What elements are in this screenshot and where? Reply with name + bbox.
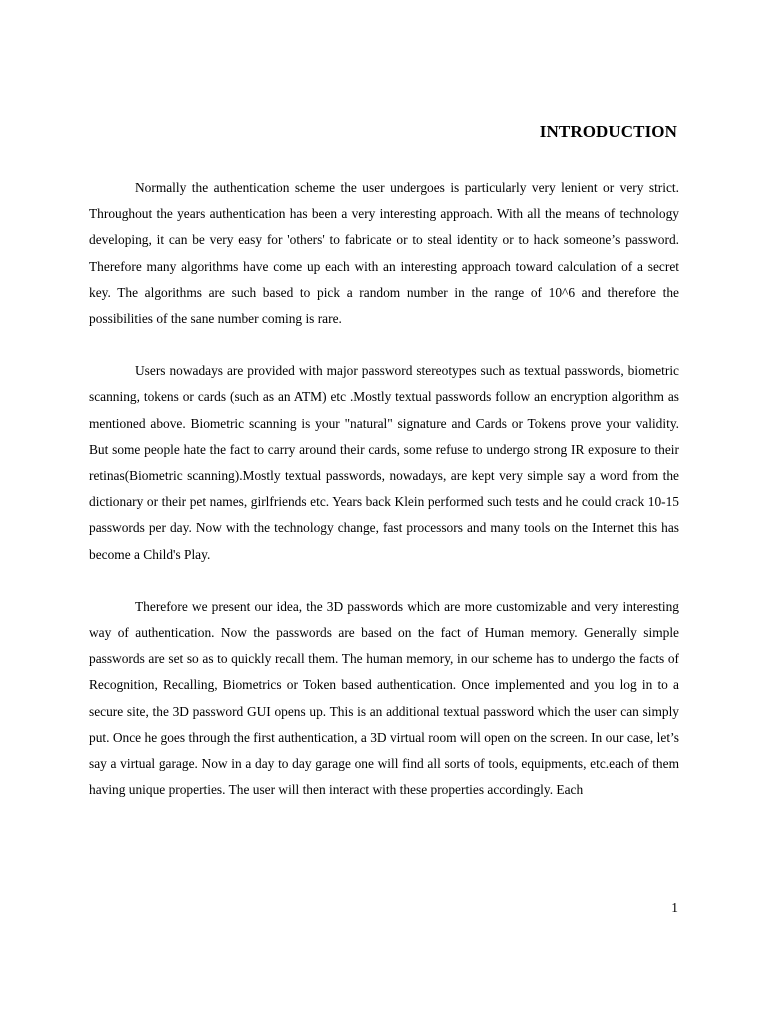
paragraph-2: Users nowadays are provided with major password stereotypes such as textual passwords, biometric scanning, tokens or cards (such as an ATM) etc .Mostly textual passwords follow an encryption algorithm as mentioned above. Biometric scanning is your "natural" signature and Cards or Tokens prove your validity. But some people hate the fact to carry around their cards, some refuse to undergo strong IR exposure to their retinas(Biometric scanning).Mostly textual passwords, nowadays, are kept very simple say a word from the dictionary or their pet names, girlfriends etc. Years back Klein performed such tests and he could crack 10-15 passwords per day. Now with the technology change, fast processors and many tools on the Internet this has become a Child's Play.	[89, 363, 679, 562]
page-number: 1	[671, 900, 678, 915]
section-heading: INTRODUCTION	[539, 122, 677, 141]
paragraph-1: Normally the authentication scheme the user undergoes is particularly very lenient or very strict. Throughout the years authentication has been a very interesting approach. With all the means of technology developing, it can be very easy for 'others' to fabricate or to steal identity or to hack someone’s password. Therefore many algorithms have come up each with an interesting approach toward calculation of a secret key. The algorithms are such based to pick a random number in the range of 10^6 and therefore the possibilities of the sane number coming is rare.	[89, 180, 679, 327]
body-text	[89, 175, 679, 829]
paragraph-3: Therefore we present our idea, the 3D passwords which are more customizable and very interesting way of authentication. Now the passwords are based on the fact of Human memory. Generally simple passwords are set so as to quickly recall them. The human memory, in our scheme has to undergo the facts of Recognition, Recalling, Biometrics or Token based authentication. Once implemented and you log in to a secure site, the 3D password GUI opens up. This is an additional textual password which the user can simply put. Once he goes through the first authentication, a 3D virtual room will open on the screen. In our case, let’s say a virtual garage. Now in a day to day garage one will find all sorts of tools, equipments, etc.each of them having unique properties. The user will then interact with these properties accordingly. Each	[89, 598, 679, 798]
